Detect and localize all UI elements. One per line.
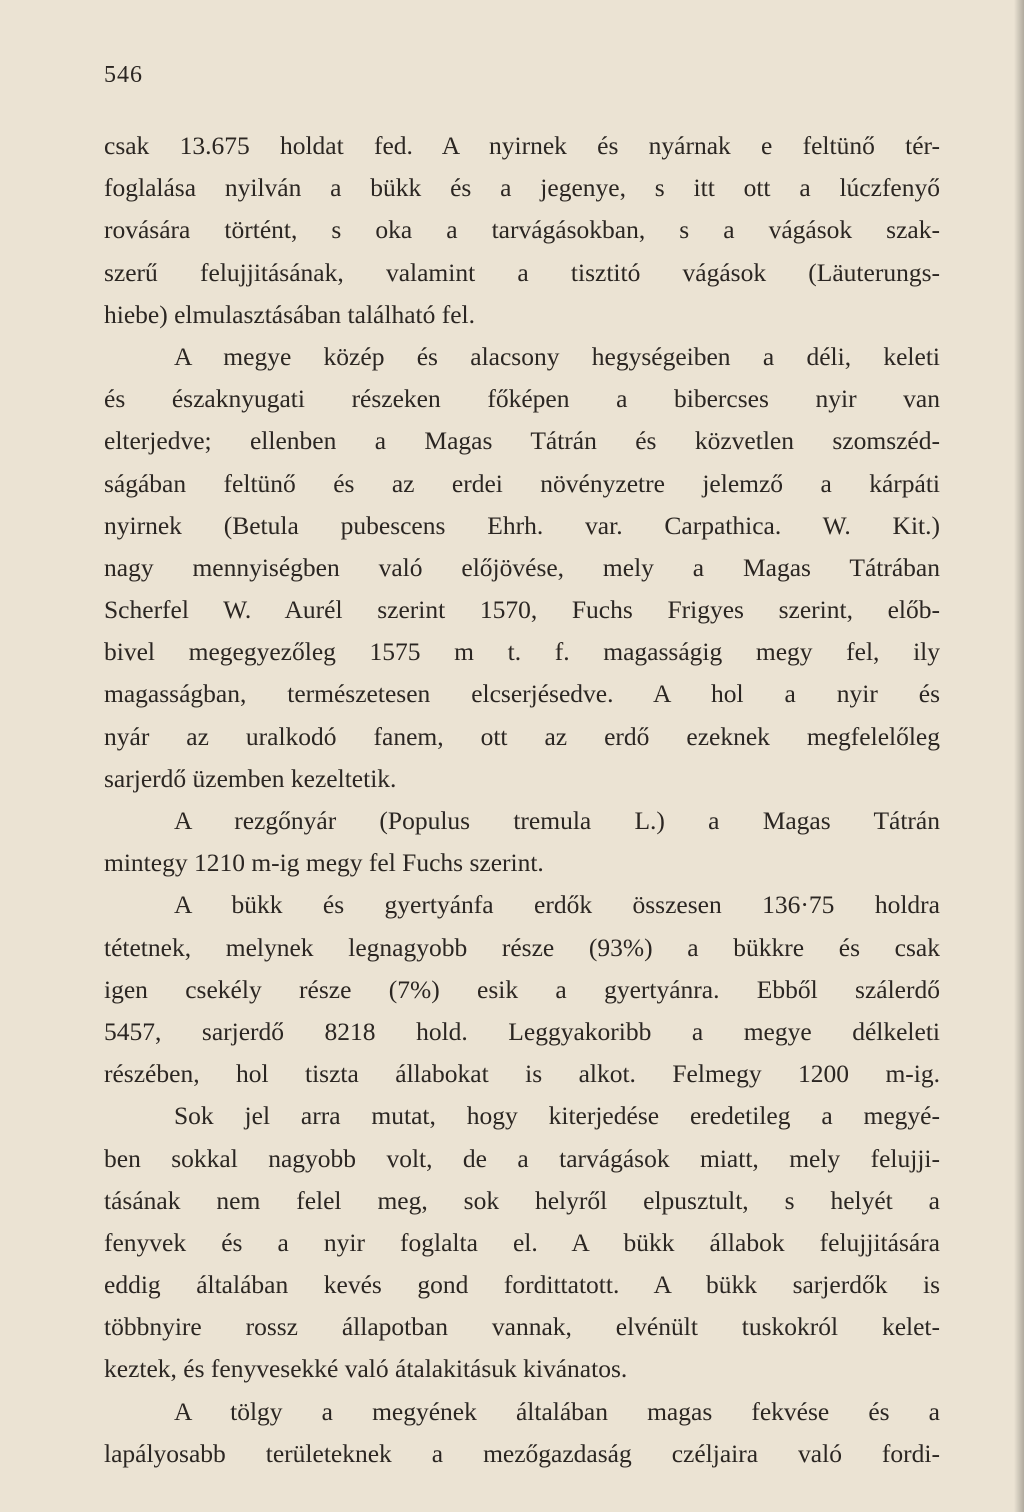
text-line: ságában feltünő és az erdei növényzetre jelemző a kárpáti bbox=[104, 468, 940, 498]
text-line: A tölgy a megyének általában magas fekvése és a bbox=[174, 1396, 940, 1426]
text-line: A megye közép és alacsony hegységeiben a déli, keleti bbox=[174, 341, 940, 371]
text-line: tétetnek, melynek legnagyobb része (93%) a bükkre és csak bbox=[104, 932, 940, 962]
text-line: lapályosabb területeknek a mezőgazdaság czéljaira való fordi- bbox=[104, 1438, 940, 1468]
text-line: igen csekély része (7%) esik a gyertyánra. Ebből szálerdő bbox=[104, 974, 940, 1004]
text-line: szerű felujjitásának, valamint a tisztitó vágások (Läuterungs- bbox=[104, 257, 940, 287]
text-line: és északnyugati részeken főképen a bibercses nyir van bbox=[104, 384, 940, 414]
page-number: 546 bbox=[104, 62, 143, 88]
text-line: nyirnek (Betula pubescens Ehrh. var. Carpathica. W. Kit.) bbox=[104, 510, 940, 540]
text-line: többnyire rossz állapotban vannak, elvénült tuskokról kelet- bbox=[104, 1312, 940, 1342]
text-line: sarjerdő üzemben kezeltetik. bbox=[104, 763, 397, 793]
text-line: Sok jel arra mutat, hogy kiterjedése eredetileg a megyé- bbox=[174, 1101, 940, 1131]
text-line: keztek, és fenyvesekké való átalakitásuk kivánatos. bbox=[104, 1354, 628, 1384]
text-line: elterjedve; ellenben a Magas Tátrán és közvetlen szomszéd- bbox=[104, 426, 940, 456]
text-line: tásának nem felel meg, sok helyről elpusztult, s helyét a bbox=[104, 1185, 940, 1215]
body-text bbox=[104, 125, 940, 1475]
text-line: eddig általában kevés gond fordittatott. A bükk sarjerdők is bbox=[104, 1270, 940, 1300]
text-line: nyár az uralkodó fanem, ott az erdő ezeknek megfelelőleg bbox=[104, 721, 940, 751]
text-line: Scherfel W. Aurél szerint 1570, Fuchs Frigyes szerint, előb- bbox=[104, 595, 940, 625]
text-line: fenyvek és a nyir foglalta el. A bükk állabok felujjitására bbox=[104, 1227, 940, 1257]
text-line: bivel megegyezőleg 1575 m t. f. magasságig megy fel, ily bbox=[104, 637, 940, 667]
text-line: részében, hol tiszta állabokat is alkot. Felmegy 1200 m-ig. bbox=[104, 1059, 940, 1089]
text-line: foglalása nyilván a bükk és a jegenye, s itt ott a lúczfenyő bbox=[104, 173, 940, 203]
text-line: csak 13.675 holdat fed. A nyirnek és nyárnak e feltünő tér- bbox=[104, 131, 940, 160]
text-line: A bükk és gyertyánfa erdők összesen 136·75 holdra bbox=[174, 890, 940, 920]
text-line: rovására történt, s oka a tarvágásokban, s a vágások szak- bbox=[104, 215, 940, 245]
text-line: A rezgőnyár (Populus tremula L.) a Magas Tátrán bbox=[174, 806, 940, 835]
text-line: magasságban, természetesen elcserjésedve. A hol a nyir és bbox=[104, 679, 940, 709]
text-line: hiebe) elmulasztásában található fel. bbox=[104, 299, 475, 329]
text-line: nagy mennyiségben való előjövése, mely a Magas Tátrában bbox=[104, 552, 940, 582]
text-line: ben sokkal nagyobb volt, de a tarvágások miatt, mely felujji- bbox=[104, 1143, 940, 1173]
page-edge-shadow bbox=[1014, 0, 1024, 1512]
text-line: mintegy 1210 m-ig megy fel Fuchs szerint. bbox=[104, 848, 544, 878]
text-line: 5457, sarjerdő 8218 hold. Leggyakoribb a megye délkeleti bbox=[104, 1016, 940, 1046]
